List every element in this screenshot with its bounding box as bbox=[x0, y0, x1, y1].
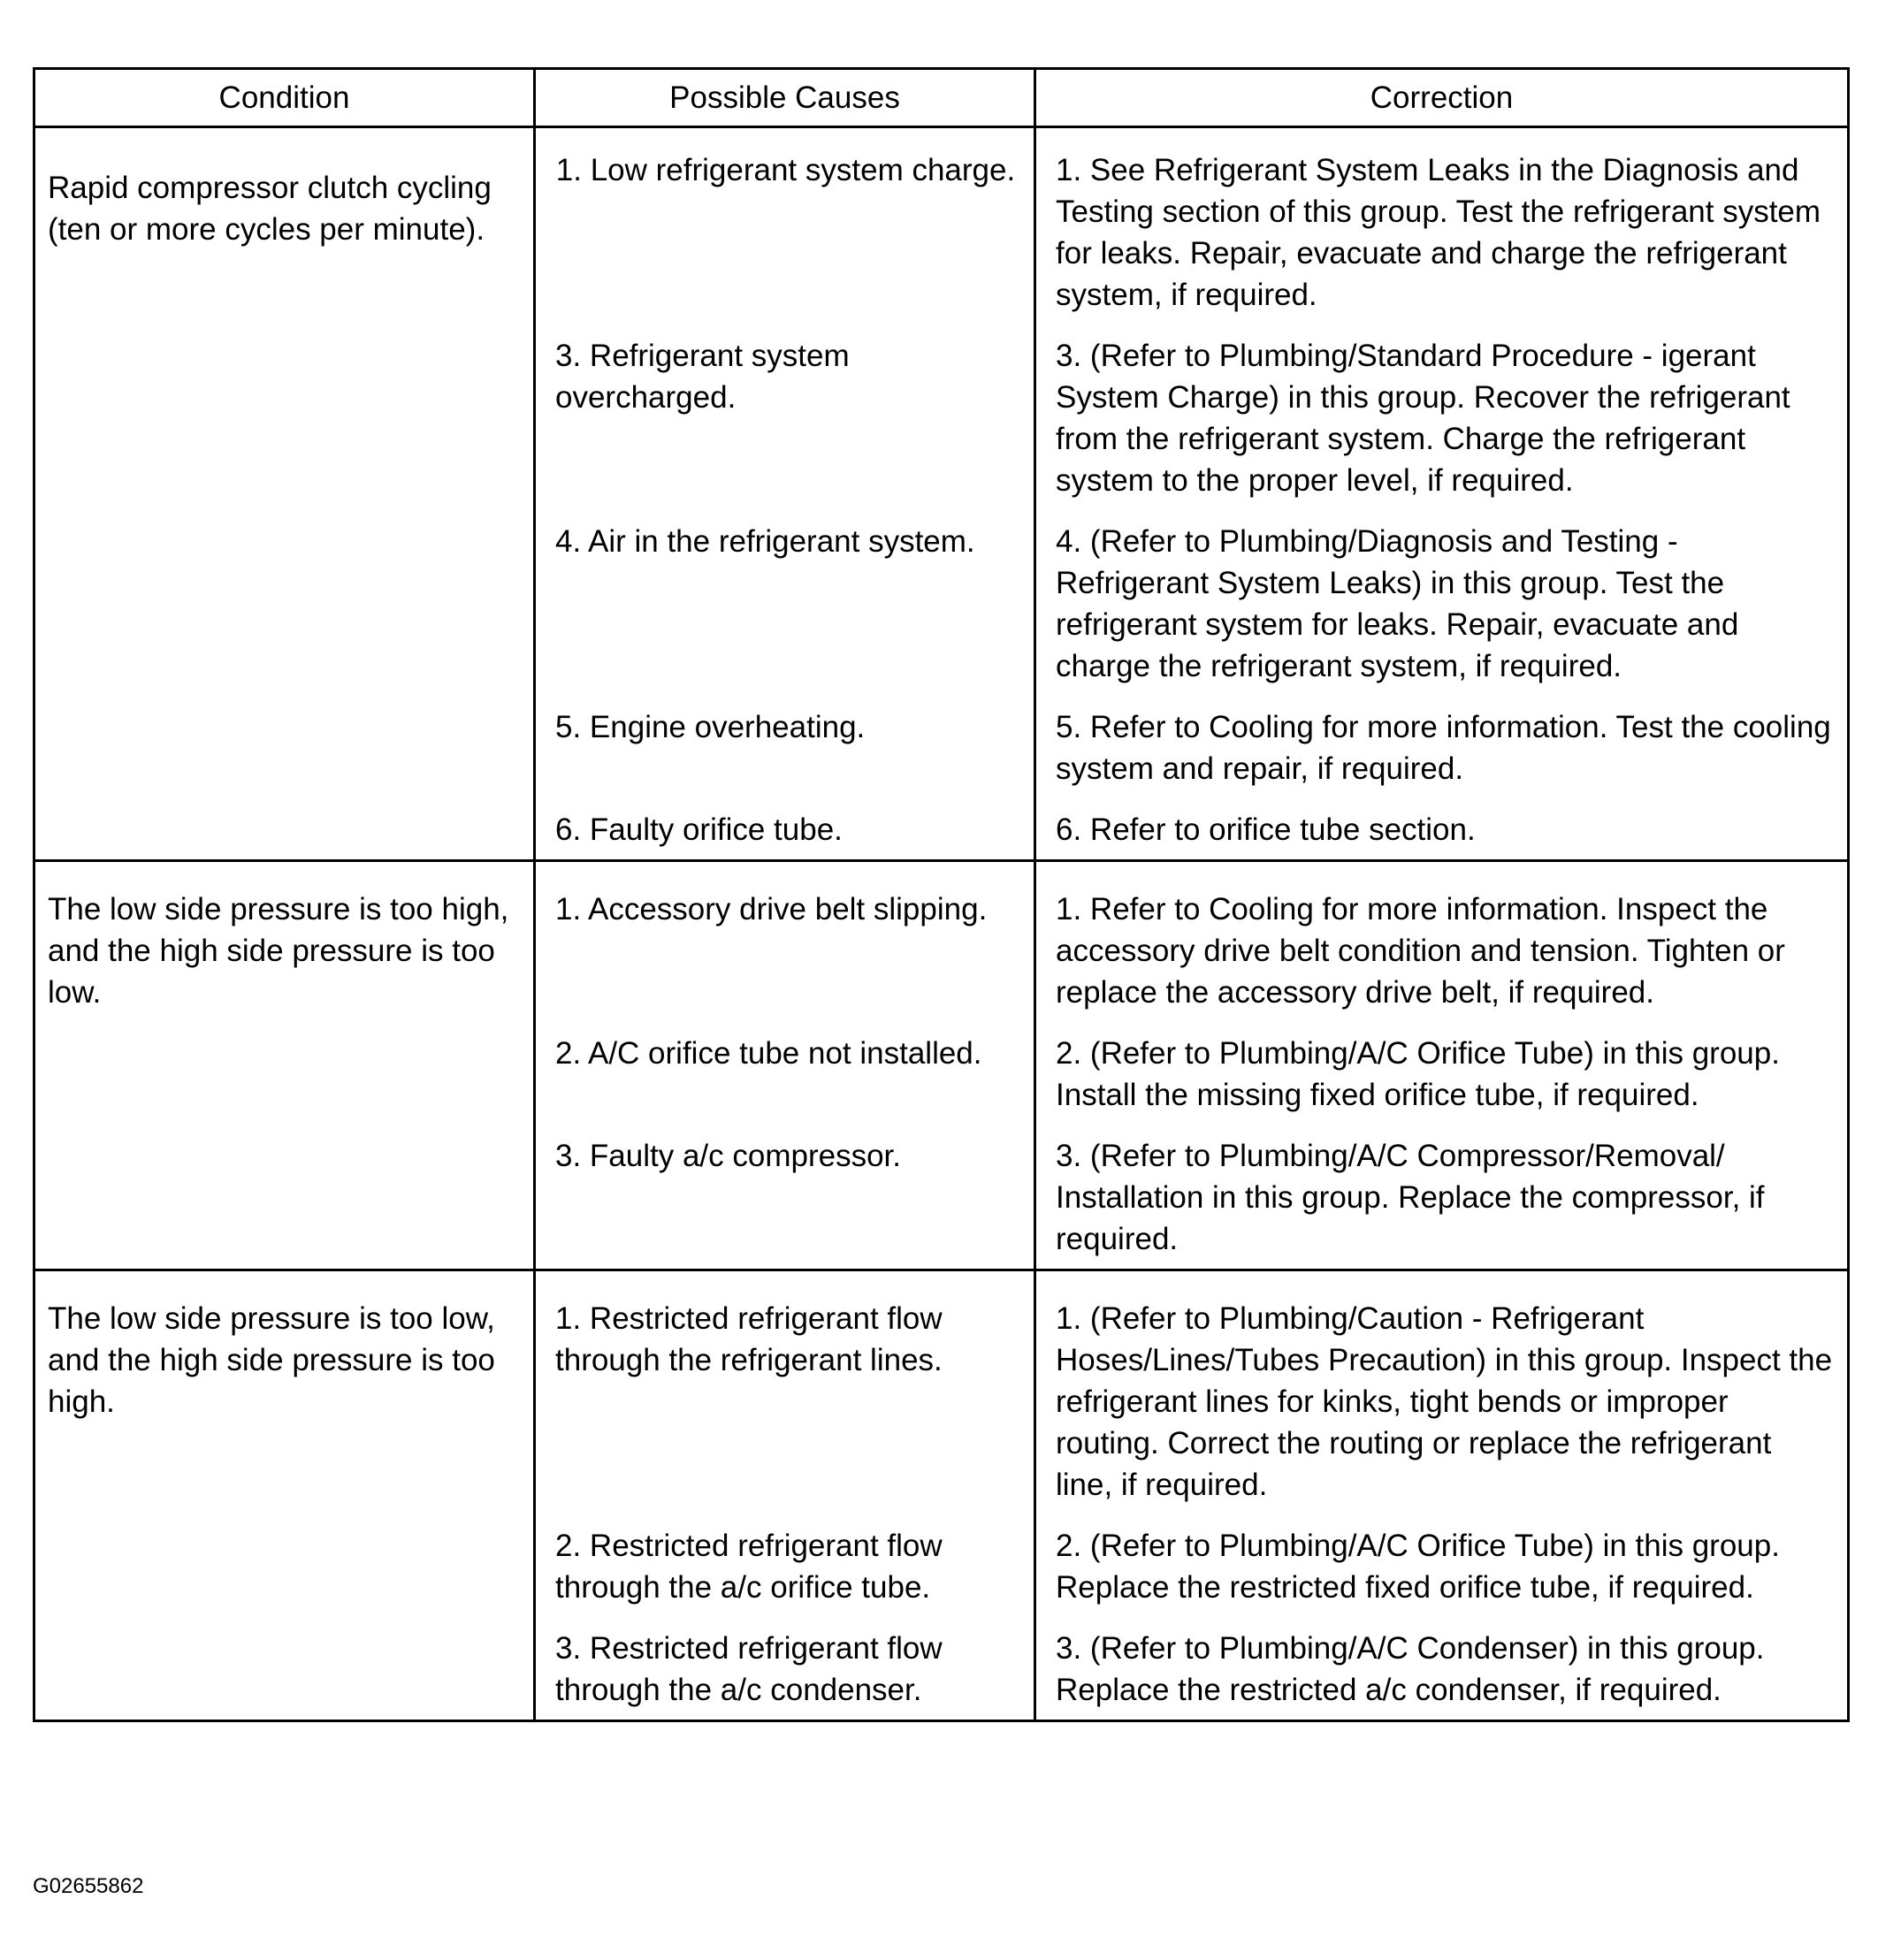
header-correction: Correction bbox=[1035, 69, 1849, 127]
cause-cell: 5. Engine overheating. bbox=[535, 696, 1035, 798]
condition-cell: The low side pressure is too high, and the high side pressure is too low. bbox=[34, 861, 535, 1270]
diagnosis-table bbox=[33, 67, 1850, 1722]
cause-cell: 2. A/C orifice tube not installed. bbox=[535, 1022, 1035, 1125]
cause-cell: 6. Faulty orifice tube. bbox=[535, 798, 1035, 861]
condition-cell: The low side pressure is too low, and the high side pressure is too high. bbox=[34, 1270, 535, 1721]
cause-cell: 2. Restricted refrigerant flow through the a/c orifice tube. bbox=[535, 1514, 1035, 1617]
correction-cell: 1. Refer to Cooling for more information. Inspect the accessory drive belt condition and tension. Tighten or replace the accessory drive belt, if required. bbox=[1035, 861, 1849, 1023]
correction-cell: 2. (Refer to Plumbing/A/C Orifice Tube) in this group. Install the missing fixed orifice tube, if required. bbox=[1035, 1022, 1849, 1125]
correction-cell: 3. (Refer to Plumbing/Standard Procedure - igerant System Charge) in this group. Recover the refrigerant from the refrigerant system. Charge the refrigerant system to the proper level, if required. bbox=[1035, 324, 1849, 510]
correction-cell: 1. See Refrigerant System Leaks in the Diagnosis and Testing section of this group. Test the refrigerant system for leaks. Repair, evacuate and charge the refrigerant system, if required. bbox=[1035, 127, 1849, 325]
correction-cell: 4. (Refer to Plumbing/Diagnosis and Testing - Refrigerant System Leaks) in this group. Test the refrigerant system for leaks. Repair, evacuate and charge the refrigerant system, if required. bbox=[1035, 510, 1849, 696]
header-row bbox=[34, 69, 1849, 127]
cause-cell: 1. Accessory drive belt slipping. bbox=[535, 861, 1035, 1023]
table-row bbox=[34, 1270, 1849, 1515]
correction-cell: 5. Refer to Cooling for more information. Test the cooling system and repair, if required. bbox=[1035, 696, 1849, 798]
cause-cell: 1. Restricted refrigerant flow through the refrigerant lines. bbox=[535, 1270, 1035, 1515]
correction-cell: 6. Refer to orifice tube section. bbox=[1035, 798, 1849, 861]
condition-cell: Rapid compressor clutch cycling (ten or more cycles per minute). bbox=[34, 127, 535, 861]
cause-cell: 3. Refrigerant system overcharged. bbox=[535, 324, 1035, 510]
cause-cell: 3. Restricted refrigerant flow through the a/c condenser. bbox=[535, 1617, 1035, 1721]
correction-cell: 1. (Refer to Plumbing/Caution - Refrigerant Hoses/Lines/Tubes Precaution) in this group. Inspect the refrigerant lines for kinks, tight bends or improper routing. Correct the routing or replace the refrigerant line, if required. bbox=[1035, 1270, 1849, 1515]
table-row bbox=[34, 861, 1849, 1023]
correction-cell: 3. (Refer to Plumbing/A/C Compressor/Removal/ Installation in this group. Replace the compressor, if required. bbox=[1035, 1125, 1849, 1270]
header-condition: Condition bbox=[34, 69, 535, 127]
correction-cell: 3. (Refer to Plumbing/A/C Condenser) in this group. Replace the restricted a/c condenser, if required. bbox=[1035, 1617, 1849, 1721]
table-row bbox=[34, 127, 1849, 325]
correction-cell: 2. (Refer to Plumbing/A/C Orifice Tube) in this group. Replace the restricted fixed orifice tube, if required. bbox=[1035, 1514, 1849, 1617]
document-id: G02655862 bbox=[33, 1874, 144, 1898]
cause-cell: 3. Faulty a/c compressor. bbox=[535, 1125, 1035, 1270]
header-possible-causes: Possible Causes bbox=[535, 69, 1035, 127]
cause-cell: 4. Air in the refrigerant system. bbox=[535, 510, 1035, 696]
cause-cell: 1. Low refrigerant system charge. bbox=[535, 127, 1035, 325]
